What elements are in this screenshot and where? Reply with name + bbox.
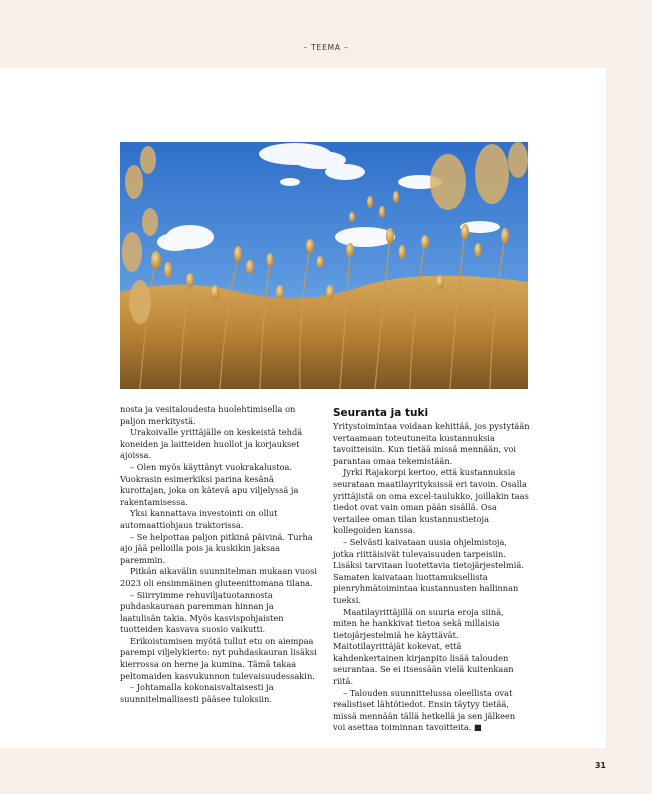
- paragraph: Erikoistumisen myötä tullut etu on aiempaa parempi viljelykierto: nyt puhdaskauran lisäksi kierrossa on herne ja kumina. Tämä takaa peltomaiden kasvukunnon tulevaisuudessakin.: [120, 635, 317, 681]
- paragraph: – Talouden suunnittelussa oleellista ovat realistiset lähtötiedot. Ensin täytyy tietää, missä mennään tällä hetkellä ja sen jälkeen voi asettaa toiminnan tavoitteita. ■: [333, 687, 516, 733]
- paragraph: – Siirryimme rehuviljatuotannosta puhdaskauraan paremman hinnan ja laatulisän takia. Myös kasvispohjaisten tuotteiden kasvava suosio vaikutti.: [120, 589, 284, 635]
- oat-field-photo: [120, 142, 528, 389]
- right-text-column: [333, 404, 530, 734]
- paragraph: – Se helpottaa paljon pitkinä päivinä. Turha ajo jää pelloilla pois ja kuskikin jaksaa paremmin.: [120, 531, 313, 565]
- paragraph: nosta ja vesitaloudesta huolehtimisella on paljon merkitystä.: [120, 404, 296, 426]
- paragraph: – Selvästi kaivataan uusia ohjelmistoja, jotka riittäisivät tulevaisuuden tarpeisiin. Lisäksi tarvitaan luotettavia tietojärjestelmiä. Samaten kaivataan luottamuksellista pienryhmätoimintaa kustannusten hallinnan tueksi.: [333, 536, 524, 605]
- page-number: 31: [594, 761, 606, 770]
- paragraph: Yritystoimintaa voidaan kehittää, jos pystytään vertaamaan toteutuneita kustannuksia tavoitteisiin. Kun tietää missä mennään, voi parantaa omaa tekemistään.: [333, 421, 530, 466]
- section-heading: Seuranta ja tuki: [333, 407, 429, 419]
- left-text-column: [120, 404, 317, 705]
- paragraph: Pitkän aikavälin suunnitelman mukaan vuosi 2023 oli ensimmäinen gluteenittomana tilana.: [120, 566, 317, 588]
- paragraph: Jyrki Rajakorpi kertoo, että kustannuksia seurataan maatilayrityksissä eri tavoin. Osalla yrittäjistä on oma excel-taulukko, joillakin taas tiedot ovat vain oman pään sisällä. Osa vertailee oman tilan kustannustietoja kollegoiden kanssa.: [333, 467, 529, 536]
- section-header: – TEEMA –: [303, 43, 349, 52]
- paragraph: – Olen myös käyttänyt vuokrakalustoa. Vuokrasin esimerkiksi parina kesänä kurottajan, joka on kätevä apu viljelyssä ja rakentamisessa.: [120, 461, 299, 507]
- paragraph: Maatilayrittäjillä on suuria eroja siinä, miten he hankkivat tietoa sekä millaisia tietojärjestelmiä he käyttävät. Maitotilayrittäjät kokevat, että kahdenkertainen kirjanpito lisää talouden seurantaa. Se ei itsessään vielä kuitenkaan riitä.: [333, 606, 514, 687]
- paragraph: – Johtamalla kokonaisvaltaisesti ja suunnitelmallisesti pääsee tuloksiin.: [120, 682, 274, 704]
- paragraph: Urakoivalle yrittäjälle on keskeistä tehdä koneiden ja laitteiden huollot ja korjaukset ajoissa.: [120, 427, 303, 461]
- paragraph: Yksi kannattava investointi on ollut automaattiohjaus traktorissa.: [120, 508, 278, 530]
